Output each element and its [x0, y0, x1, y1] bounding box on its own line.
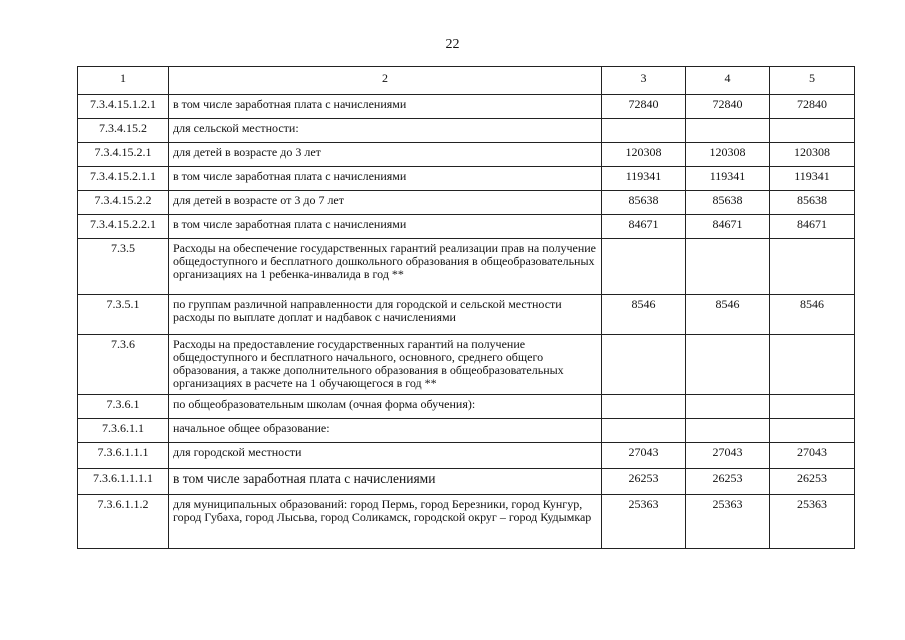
header-cell-2: 2: [169, 67, 602, 95]
row-value-col3: [602, 395, 686, 419]
row-value-col5: [770, 119, 855, 143]
row-value-col3: [602, 335, 686, 395]
header-cell-1: 1: [78, 67, 169, 95]
row-code: 7.3.4.15.2.1.1: [78, 167, 169, 191]
row-value-col3: 8546: [602, 295, 686, 335]
row-description: в том числе заработная плата с начислениями: [169, 215, 602, 239]
row-value-col5: 84671: [770, 215, 855, 239]
row-value-col3: 26253: [602, 469, 686, 495]
row-description: начальное общее образование:: [169, 419, 602, 443]
row-description: по группам различной направленности для городской и сельской местности расходы по выплате доплат и надбавок с начислениями: [169, 295, 602, 335]
row-value-col4: 25363: [686, 495, 770, 549]
row-value-col5: 120308: [770, 143, 855, 167]
row-description: Расходы на предоставление государственных гарантий на получение общедоступного и бесплатного начального, основного, среднего общего образования, а также дополнительного образования в общеобразовательных организациях в расчете на 1 обучающегося в год **: [169, 335, 602, 395]
table-row: [78, 215, 855, 239]
row-value-col4: 120308: [686, 143, 770, 167]
row-code: 7.3.5: [78, 239, 169, 295]
table-row: [78, 495, 855, 549]
table-header-row: [78, 67, 855, 95]
row-value-col4: 27043: [686, 443, 770, 469]
row-description: Расходы на обеспечение государственных гарантий реализации прав на получение общедоступного и бесплатного дошкольного образования в общеобразовательных организациях на 1 ребенка-инвалида в год **: [169, 239, 602, 295]
row-value-col5: [770, 239, 855, 295]
row-code: 7.3.6.1.1: [78, 419, 169, 443]
table-row: [78, 119, 855, 143]
row-value-col4: [686, 395, 770, 419]
row-code: 7.3.6.1: [78, 395, 169, 419]
row-code: 7.3.6.1.1.1: [78, 443, 169, 469]
row-value-col4: 8546: [686, 295, 770, 335]
row-code: 7.3.4.15.1.2.1: [78, 95, 169, 119]
header-cell-3: 3: [602, 67, 686, 95]
table-row: [78, 295, 855, 335]
row-value-col4: [686, 335, 770, 395]
row-description: для городской местности: [169, 443, 602, 469]
table-row: [78, 191, 855, 215]
row-code: 7.3.4.15.2: [78, 119, 169, 143]
row-value-col5: 8546: [770, 295, 855, 335]
header-cell-5: 5: [770, 67, 855, 95]
table-row: [78, 443, 855, 469]
row-description: для детей в возрасте от 3 до 7 лет: [169, 191, 602, 215]
row-value-col5: 85638: [770, 191, 855, 215]
row-value-col3: [602, 419, 686, 443]
header-cell-4: 4: [686, 67, 770, 95]
row-value-col3: 120308: [602, 143, 686, 167]
row-description: в том числе заработная плата с начислениями: [169, 469, 602, 495]
table-row: [78, 143, 855, 167]
table-row: [78, 95, 855, 119]
row-value-col4: 119341: [686, 167, 770, 191]
row-code: 7.3.6.1.1.1.1: [78, 469, 169, 495]
row-value-col3: [602, 239, 686, 295]
row-description: в том числе заработная плата с начислениями: [169, 167, 602, 191]
row-value-col3: 27043: [602, 443, 686, 469]
row-code: 7.3.6: [78, 335, 169, 395]
row-value-col3: 85638: [602, 191, 686, 215]
row-value-col5: 27043: [770, 443, 855, 469]
table-row: [78, 469, 855, 495]
row-value-col4: [686, 239, 770, 295]
page-number: 22: [445, 37, 460, 52]
row-code: 7.3.4.15.2.2.1: [78, 215, 169, 239]
row-value-col4: 84671: [686, 215, 770, 239]
row-code: 7.3.6.1.1.2: [78, 495, 169, 549]
table-row: [78, 239, 855, 295]
row-value-col3: [602, 119, 686, 143]
data-table: [77, 66, 855, 549]
row-code: 7.3.4.15.2.2: [78, 191, 169, 215]
row-description: для муниципальных образований: город Пермь, город Березники, город Кунгур, город Губаха, город Лысьва, город Соликамск, городской округ – город Кудымкар: [169, 495, 602, 549]
table-row: [78, 167, 855, 191]
row-value-col4: [686, 119, 770, 143]
row-value-col5: 26253: [770, 469, 855, 495]
row-value-col5: [770, 395, 855, 419]
row-value-col4: 72840: [686, 95, 770, 119]
row-value-col5: 72840: [770, 95, 855, 119]
row-value-col5: 119341: [770, 167, 855, 191]
row-description: в том числе заработная плата с начислениями: [169, 95, 602, 119]
row-value-col3: 72840: [602, 95, 686, 119]
row-value-col5: 25363: [770, 495, 855, 549]
row-value-col4: 26253: [686, 469, 770, 495]
row-value-col5: [770, 419, 855, 443]
table-row: [78, 395, 855, 419]
row-value-col3: 25363: [602, 495, 686, 549]
row-value-col5: [770, 335, 855, 395]
row-code: 7.3.5.1: [78, 295, 169, 335]
row-value-col3: 119341: [602, 167, 686, 191]
row-value-col4: [686, 419, 770, 443]
row-value-col3: 84671: [602, 215, 686, 239]
row-value-col4: 85638: [686, 191, 770, 215]
table-row: [78, 419, 855, 443]
row-description: для детей в возрасте до 3 лет: [169, 143, 602, 167]
table-row: [78, 335, 855, 395]
row-description: по общеобразовательным школам (очная форма обучения):: [169, 395, 602, 419]
row-description: для сельской местности:: [169, 119, 602, 143]
row-code: 7.3.4.15.2.1: [78, 143, 169, 167]
